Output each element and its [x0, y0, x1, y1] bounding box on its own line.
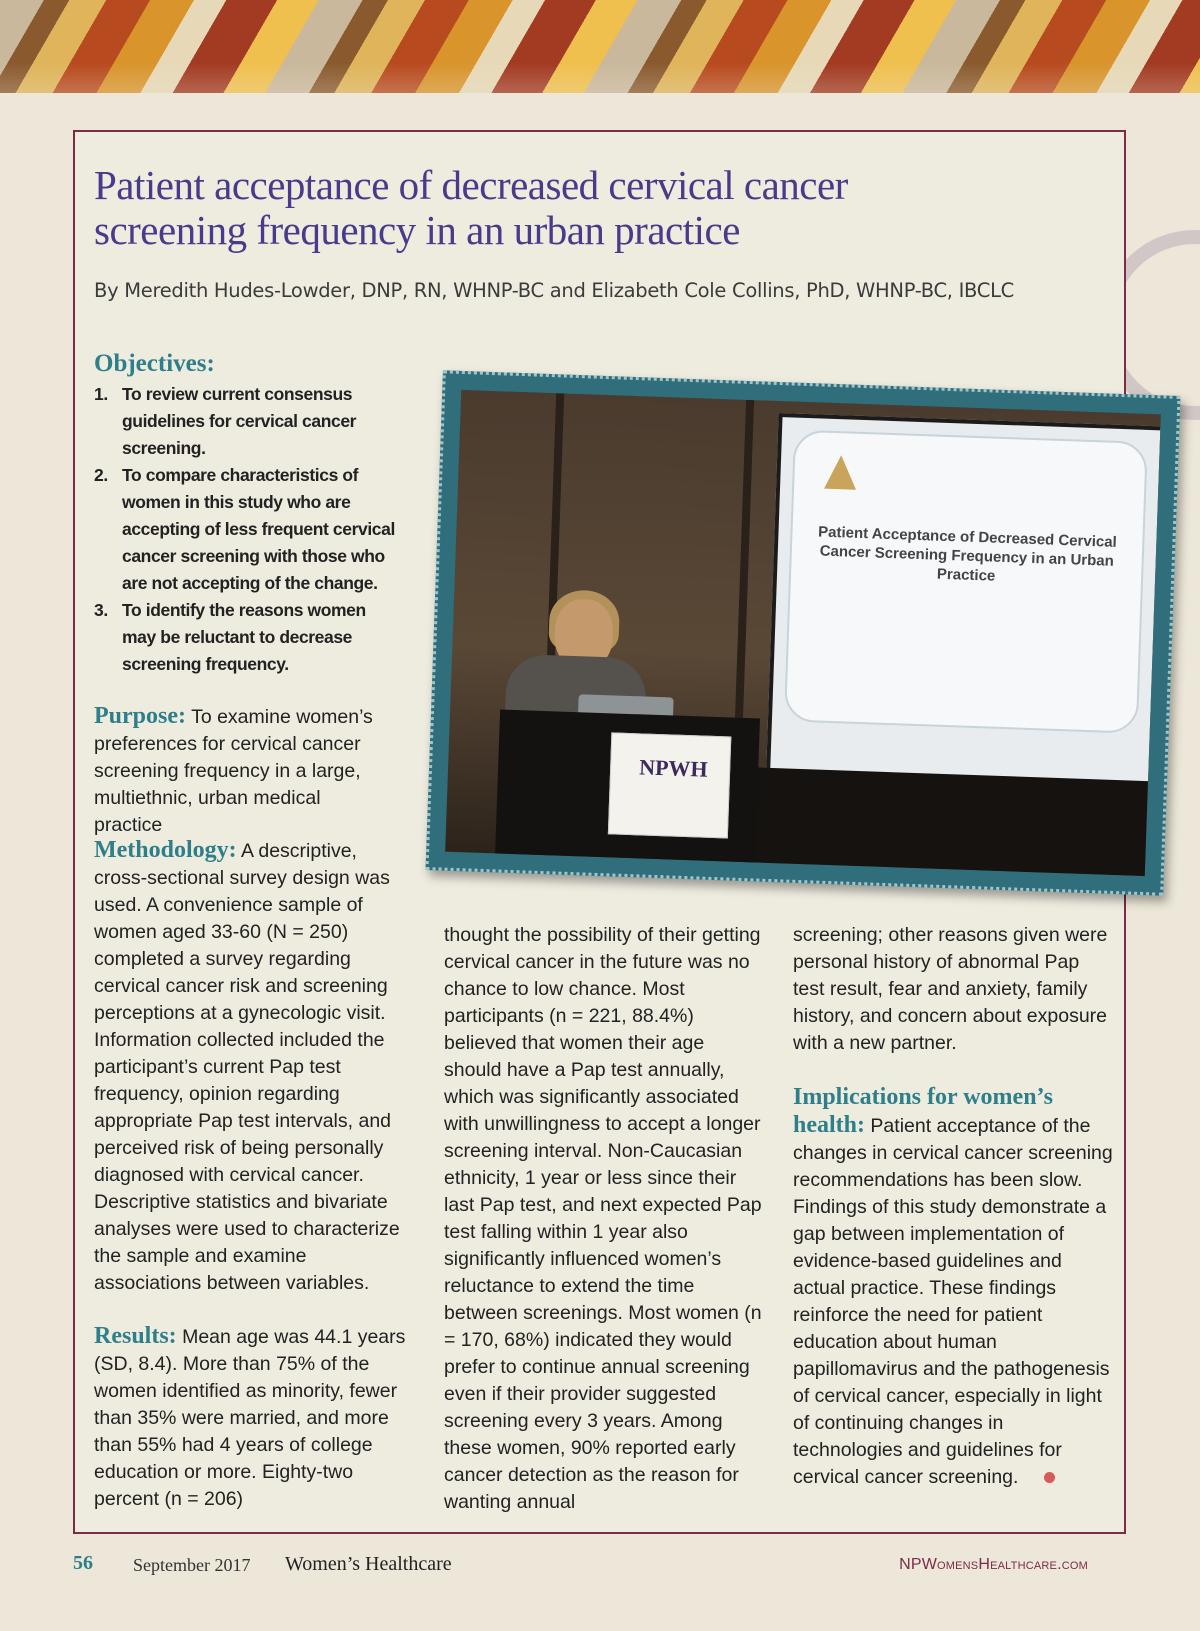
methodology-section: [94, 837, 406, 1297]
podium-sign: [608, 732, 731, 838]
page-number: 56: [73, 1552, 93, 1574]
slide-logo-icon: [824, 455, 857, 490]
column-three-text: screening; other reasons given were personal history of abnormal Pap test result, fear and anxiety, family history, and concern about exposure with a new partner.: [793, 924, 1108, 1054]
methodology-text: A descriptive, cross-sectional survey design was used. A convenience sample of women aged 33-60 (N = 250) completed a survey regarding cervical cancer risk and screening perceptions at a gynecologic visit. Information collected included the participant’s current Pap test frequency, opinion regarding appropriate Pap test intervals, and perceived risk of being personally diagnosed with cervical cancer. Descriptive statistics and bivariate analyses were used to characterize the sample and examine associations between variables.: [94, 840, 400, 1294]
end-mark-icon: [1044, 1472, 1055, 1483]
objectives-heading: Objectives:: [94, 350, 215, 377]
results-section: [94, 1323, 406, 1513]
column-three: [793, 922, 1113, 1491]
magazine-name: Women’s Healthcare: [285, 1553, 452, 1575]
website-url: NPWomensHealthcare.com: [899, 1556, 1088, 1573]
conference-photo: [425, 370, 1180, 895]
decorative-banner: [0, 0, 1200, 93]
objectives-list: [94, 381, 404, 678]
objective-item: 2. To compare characteristics of women in this study who are accepting of less frequent cervical cancer screening with those who are not accepting of the change.: [94, 465, 395, 593]
column-two-text: thought the possibility of their getting cervical cancer in the future was no chance to low chance. Most participants (n = 221, 88.4%) believed that women their age should have a Pap test annually, which was significantly associated with unwillingness to accept a longer screening interval. Non-Caucasian ethnicity, 1 year or less since their last Pap test, and next expected Pap test falling within 1 year also significantly influenced women’s reluctance to extend the time between screenings. Most women (n = 170, 68%) indicated they would prefer to continue annual screening even if their provider suggested screening every 3 years. Among these women, 90% reported early cancer detection as the reason for wanting annual: [444, 924, 762, 1513]
purpose-text: To examine women’s preferences for cervical cancer screening frequency in a large, multiethnic, urban medical practice: [94, 706, 373, 836]
projection-screen: [766, 413, 1161, 788]
purpose-section: [94, 703, 394, 839]
methodology-heading: Methodology:: [94, 837, 237, 863]
slide-title: Patient Acceptance of Decreased Cervical Cancer Screening Frequency in an Urban Practice: [817, 523, 1118, 585]
purpose-heading: Purpose:: [94, 703, 186, 729]
column-two: [444, 922, 764, 1516]
article-byline: By Meredith Hudes-Lowder, DNP, RN, WHNP-BC and Elizabeth Cole Collins, PhD, WHNP-BC, IBCLC: [94, 279, 1014, 302]
objective-item: 1. To review current consensus guidelines for cervical cancer screening.: [94, 384, 357, 458]
podium-sign-text: NPWH: [638, 754, 709, 782]
implications-heading: Implications for women’s health:: [793, 1084, 1053, 1138]
results-text: Mean age was 44.1 years (SD, 8.4). More than 75% of the women identified as minority, fewer than 35% were married, and more than 55% had 4 years of college education or more. Eighty-two percent (n = 206): [94, 1326, 406, 1510]
results-heading: Results:: [94, 1323, 177, 1349]
article-title: Patient acceptance of decreased cervical cancer screening frequency in an urban practice: [94, 162, 848, 253]
issue-date: September 2017: [133, 1555, 251, 1575]
objective-item: 3. To identify the reasons women may be reluctant to decrease screening frequency.: [94, 600, 366, 674]
implications-text: Patient acceptance of the changes in cervical cancer screening recommendations has been slow. Findings of this study demonstrate a gap between implementation of evidence-based guidelines and actual practice. These findings reinforce the need for patient education about human papillomavirus and the pathogenesis of cervical cancer, especially in light of continuing changes in technologies and guidelines for cervical cancer screening.: [793, 1115, 1113, 1488]
